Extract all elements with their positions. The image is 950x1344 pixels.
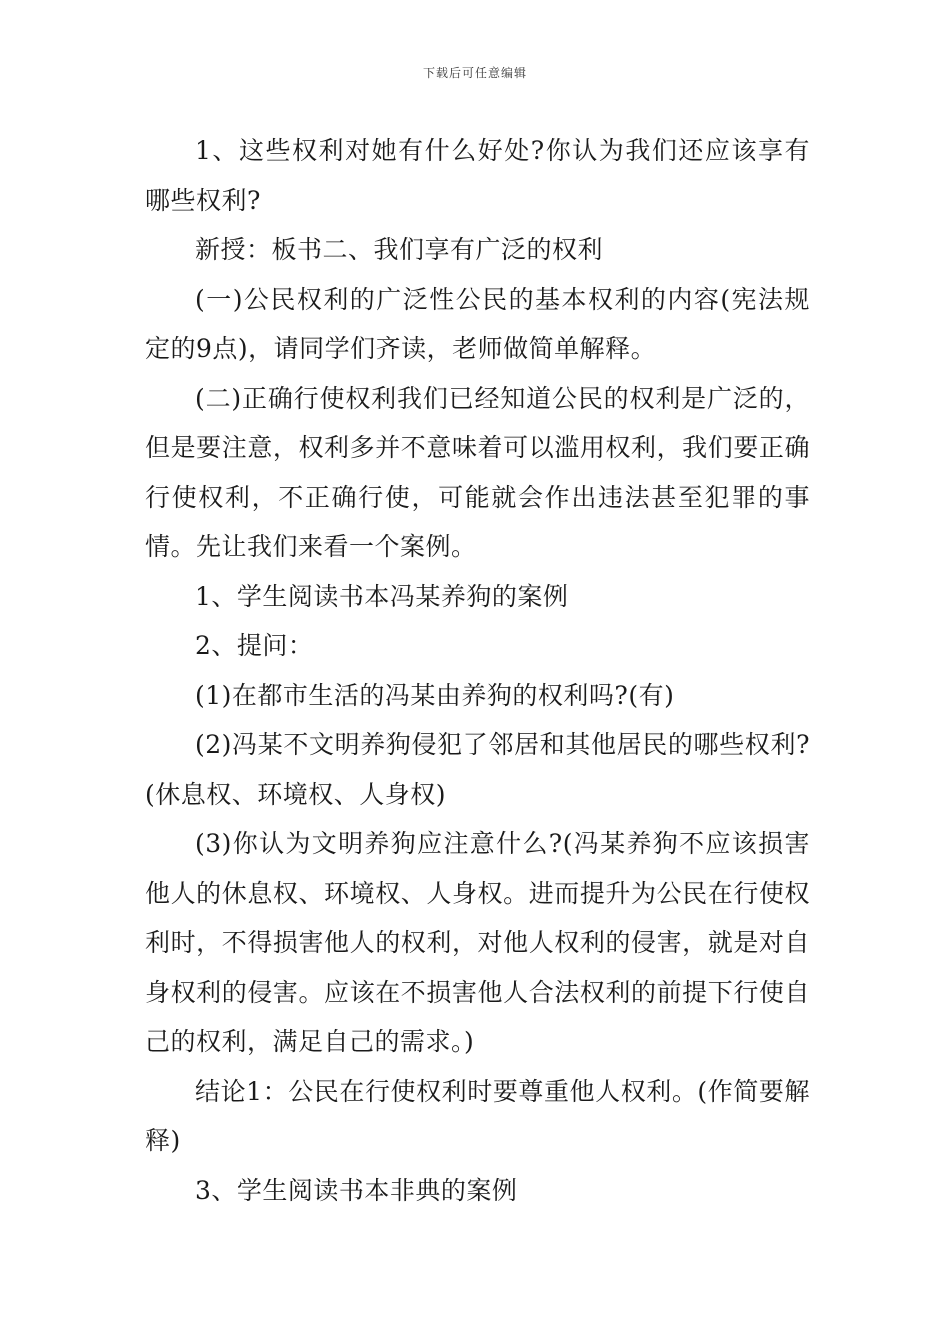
paragraph-4: (二)正确行使权利我们已经知道公民的权利是广泛的，但是要注意，权利多并不意味着可以滥用权利，我们要正确行使权利，不正确行使，可能就会作出违法甚至犯罪的事情。先让我们来看一个案例。 <box>145 383 810 561</box>
paragraph-10: 结论1：公民在行使权利时要尊重他人权利。(作简要解释) <box>145 1076 810 1155</box>
paragraph-6: 2、提问： <box>195 631 314 660</box>
document-body <box>145 126 810 1215</box>
paragraph-11: 3、学生阅读书本非典的案例 <box>195 1175 518 1205</box>
paragraph-8: (2)冯某不文明养狗侵犯了邻居和其他居民的哪些权利?(休息权、环境权、人身权) <box>145 730 810 809</box>
paragraph-5: 1、学生阅读书本冯某养狗的案例 <box>195 581 569 611</box>
paragraph-1: 1、这些权利对她有什么好处?你认为我们还应该享有哪些权利? <box>145 136 810 215</box>
paragraph-7: (1)在都市生活的冯某由养狗的权利吗?(有) <box>195 680 675 710</box>
paragraph-2: 新授：板书二、我们享有广泛的权利 <box>195 235 604 264</box>
page-header: 下载后可任意编辑 <box>422 66 527 80</box>
paragraph-3: (一)公民权利的广泛性公民的基本权利的内容(宪法规定的9点)，请同学们齐读，老师做简单解释。 <box>145 284 810 363</box>
paragraph-9: (3)你认为文明养狗应注意什么?(冯某养狗不应该损害他人的休息权、环境权、人身权。进而提升为公民在行使权利时，不得损害他人的权利，对他人权利的侵害，就是对自身权利的侵害。应该在不损害他人合法权利的前提下行使自己的权利，满足自己的需求。) <box>145 829 810 1056</box>
